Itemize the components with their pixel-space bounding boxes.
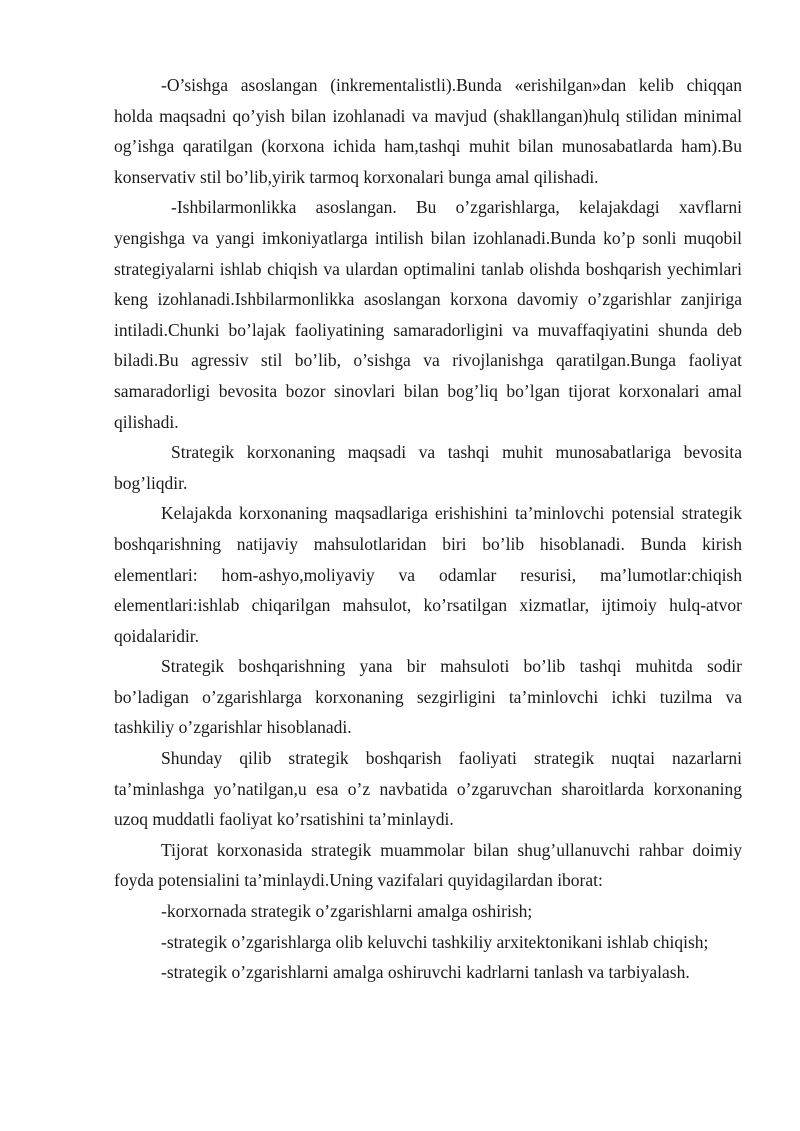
paragraph-entrepreneurial-style: -Ishbilarmonlikka asoslangan. Bu o’zgarishlarga, kelajakdagi xavflarni yengishga va yangi imkoniyatlarga intilish bilan izohlanadi.Bunda ko’p sonli muqobil strategiyalarni ishlab chiqish va ulardan optimalini tanlab olishda boshqarish yechimlari keng izohlanadi.Ishbilarmonlikka asoslangan korxona davomiy o’zgarishlar zanjiriga intiladi.Chunki bo’lajak faoliyatining samaradorligini va muvaffaqiyatini shunda deb biladi.Bu agressiv stil bo’lib, o’sishga va rivojlanishga qaratilgan.Bunga faoliyat samaradorligi bevosita bozor sinovlari bilan bog’liq bo’lgan tijorat korxonalari amal qilishadi. bbox=[114, 197, 742, 432]
list-item-task-1: -korxornada strategik o’zgarishlarni amalga oshirish; bbox=[161, 901, 533, 922]
paragraph-strategic-goal: Strategik korxonaning maqsadi va tashqi muhit munosabatlariga bevosita bog’liqdir. bbox=[114, 442, 742, 493]
paragraph-potential: Kelajakda korxonaning maqsadlariga erishishini ta’minlovchi potensial strategik boshqarishning natijaviy mahsulotlaridan biri bo’lib hisoblanadi. Bunda kirish elementlari: hom-ashyo,moliyaviy va odamlar resurisi, ma’lumotlar:chiqish elementlari:ishlab chiqarilgan mahsulot, ko’rsatilgan xizmatlar, ijtimoiy hulq-atvor qoidalaridir. bbox=[114, 503, 742, 646]
paragraph-manager-tasks: Tijorat korxonasida strategik muammolar bilan shug’ullanuvchi rahbar doimiy foyda potensialini ta’minlaydi.Uning vazifalari quyidagilardan iborat: bbox=[114, 839, 742, 891]
document-page bbox=[114, 70, 742, 988]
list-item-task-3: -strategik o’zgarishlarni amalga oshiruvchi kadrlarni tanlash va tarbiyalash. bbox=[161, 962, 690, 983]
list-item-task-2: -strategik o’zgarishlarga olib keluvchi tashkiliy arxitektonikani ishlab chiqish; bbox=[161, 931, 709, 952]
paragraph-internal-structure: Strategik boshqarishning yana bir mahsuloti bo’lib tashqi muhitda sodir bo’ladigan o’zgarishlarga korxonaning sezgirligini ta’minlovchi ichki tuzilma va tashkiliy o’zgarishlar hisoblanadi. bbox=[114, 656, 742, 738]
paragraph-conclusion: Shunday qilib strategik boshqarish faoliyati strategik nuqtai nazarlarni ta’minlashga yo’natilgan,u esa o’z navbatida o’zgaruvchan sharoitlarda korxonaning uzoq muddatli faoliyat ko’rsatishini ta’minlaydi. bbox=[114, 748, 742, 830]
paragraph-incremental-style: -O’sishga asoslangan (inkrementalistli).Bunda «erishilgan»dan kelib chiqqan holda maqsadni qo’yish bilan izohlanadi va mavjud (shakllangan)hulq stilidan minimal og’ishga qaratilgan (korxona ichida ham,tashqi muhit bilan munosabatlarda ham).Bu konservativ stil bo’lib,yirik tarmoq korxonalari bunga amal qilishadi. bbox=[114, 75, 742, 187]
